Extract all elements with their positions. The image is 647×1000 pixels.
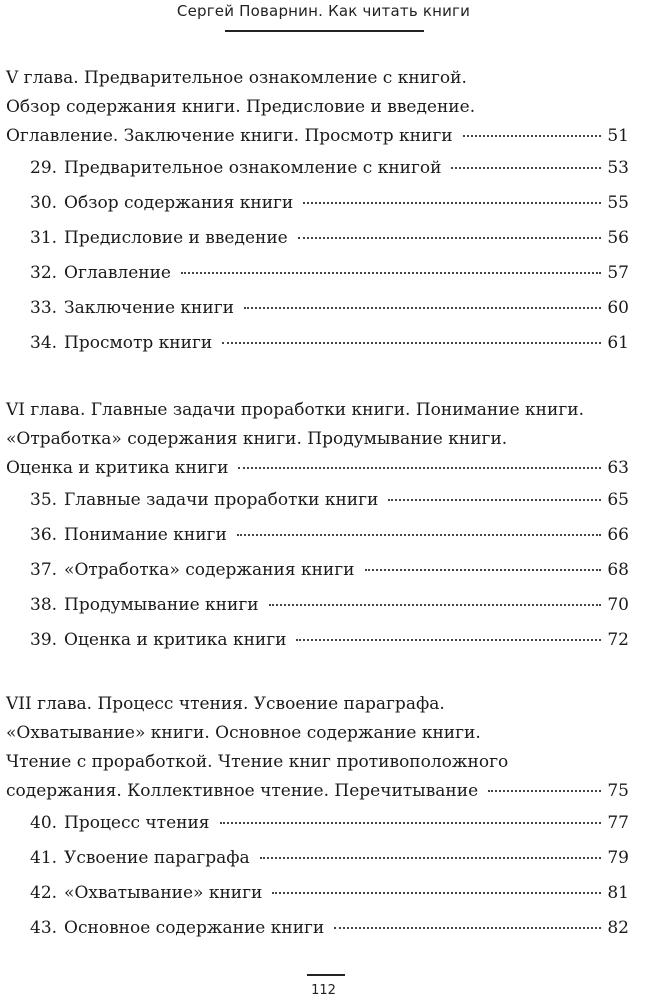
- page-number: 79: [607, 848, 629, 868]
- folio-page-number: 112: [311, 983, 336, 998]
- entry-title: Продумывание книги: [64, 595, 259, 615]
- page-number: 51: [607, 126, 629, 146]
- dot-leader: [260, 857, 601, 859]
- entry-title: Обзор содержания книги: [64, 193, 294, 213]
- page-number: 68: [607, 560, 629, 580]
- dot-leader: [463, 135, 601, 137]
- toc-entry[interactable]: [0, 186, 647, 221]
- dot-leader: [237, 534, 601, 536]
- entry-title: «Отработка» содержания книги: [64, 560, 355, 580]
- dot-leader: [303, 202, 601, 204]
- dot-leader: [222, 342, 601, 344]
- entry-number: 33.: [30, 298, 58, 318]
- dot-leader: [238, 467, 601, 469]
- toc-entry[interactable]: [0, 876, 647, 911]
- entry-title: Заключение книги: [64, 298, 234, 318]
- toc-entry[interactable]: [0, 911, 647, 946]
- entry-number: 41.: [30, 848, 58, 868]
- entry-title: Оглавление: [64, 263, 171, 283]
- page-number: 75: [607, 781, 629, 801]
- page-number: 70: [607, 595, 629, 615]
- page-number: 60: [607, 298, 629, 318]
- toc-entry[interactable]: [0, 221, 647, 256]
- page-number: 65: [607, 490, 629, 510]
- chapter-heading-last-line[interactable]: [0, 454, 647, 483]
- chapter-vii: [0, 690, 647, 946]
- chapter-v: [0, 64, 647, 361]
- entry-number: 43.: [30, 918, 58, 938]
- entry-title: Усвоение параграфа: [64, 848, 250, 868]
- dot-leader: [272, 892, 601, 894]
- chapter-heading-line: Обзор содержания книги. Предисловие и введение.: [6, 97, 476, 117]
- dot-leader: [296, 639, 601, 641]
- entry-number: 35.: [30, 490, 58, 510]
- page-number: 57: [607, 263, 629, 283]
- entry-number: 30.: [30, 193, 58, 213]
- entry-title: Предисловие и введение: [64, 228, 288, 248]
- dot-leader: [298, 237, 601, 239]
- dot-leader: [269, 604, 601, 606]
- chapter-heading-line: VII глава. Процесс чтения. Усвоение параграфа.: [6, 694, 445, 714]
- entry-number: 40.: [30, 813, 58, 833]
- entry-number: 37.: [30, 560, 58, 580]
- page-number: 81: [607, 883, 629, 903]
- toc-entry[interactable]: [0, 326, 647, 361]
- page-number: 61: [607, 333, 629, 353]
- toc-entry[interactable]: [0, 588, 647, 623]
- entry-number: 34.: [30, 333, 58, 353]
- entry-number: 38.: [30, 595, 58, 615]
- dot-leader: [488, 790, 601, 792]
- page-number: 53: [607, 158, 629, 178]
- entry-number: 42.: [30, 883, 58, 903]
- chapter-heading-line: VI глава. Главные задачи проработки книги. Понимание книги.: [6, 400, 584, 420]
- chapter-heading-line: «Отработка» содержания книги. Продумывание книги.: [6, 429, 508, 449]
- entry-title: Просмотр книги: [64, 333, 213, 353]
- chapter-heading-last-line[interactable]: [0, 122, 647, 151]
- toc-entry[interactable]: [0, 623, 647, 658]
- chapter-heading-text: содержания. Коллективное чтение. Перечитывание: [6, 781, 479, 801]
- entry-title: Процесс чтения: [64, 813, 210, 833]
- toc-entry[interactable]: [0, 553, 647, 588]
- chapter-heading-text: Оценка и критика книги: [6, 458, 229, 478]
- entry-title: Предварительное ознакомление с книгой: [64, 158, 442, 178]
- page-number: 55: [607, 193, 629, 213]
- chapter-heading-line: V глава. Предварительное ознакомление с книгой.: [6, 68, 467, 88]
- toc-entry[interactable]: [0, 841, 647, 876]
- toc-entry[interactable]: [0, 151, 647, 186]
- dot-leader: [334, 927, 601, 929]
- entry-number: 39.: [30, 630, 58, 650]
- page-number: 77: [607, 813, 629, 833]
- dot-leader: [220, 822, 601, 824]
- dot-leader: [181, 272, 601, 274]
- entry-title: Главные задачи проработки книги: [64, 490, 379, 510]
- entry-title: «Охватывание» книги: [64, 883, 263, 903]
- page-number: 82: [607, 918, 629, 938]
- chapter-heading-line: «Охватывание» книги. Основное содержание книги.: [6, 723, 481, 743]
- entry-number: 32.: [30, 263, 58, 283]
- entry-number: 31.: [30, 228, 58, 248]
- header-rule: [225, 30, 424, 32]
- dot-leader: [244, 307, 601, 309]
- page-number: 66: [607, 525, 629, 545]
- toc-entry[interactable]: [0, 291, 647, 326]
- footer-rule: [307, 974, 345, 976]
- dot-leader: [451, 167, 601, 169]
- page-number: 56: [607, 228, 629, 248]
- chapter-heading-line: Чтение с проработкой. Чтение книг противоположного: [6, 752, 509, 772]
- entry-title: Понимание книги: [64, 525, 227, 545]
- toc-entry[interactable]: [0, 518, 647, 553]
- toc-entry[interactable]: [0, 256, 647, 291]
- toc-entry[interactable]: [0, 806, 647, 841]
- entry-title: Оценка и критика книги: [64, 630, 287, 650]
- page-number: 63: [607, 458, 629, 478]
- chapter-heading-last-line[interactable]: [0, 777, 647, 806]
- dot-leader: [365, 569, 602, 571]
- chapter-vi: [0, 396, 647, 658]
- toc-entry[interactable]: [0, 483, 647, 518]
- entry-number: 36.: [30, 525, 58, 545]
- running-title: Сергей Поварнин. Как читать книги: [176, 2, 471, 20]
- dot-leader: [388, 499, 601, 501]
- chapter-heading-text: Оглавление. Заключение книги. Просмотр книги: [6, 126, 453, 146]
- entry-title: Основное содержание книги: [64, 918, 325, 938]
- entry-number: 29.: [30, 158, 58, 178]
- page-number: 72: [607, 630, 629, 650]
